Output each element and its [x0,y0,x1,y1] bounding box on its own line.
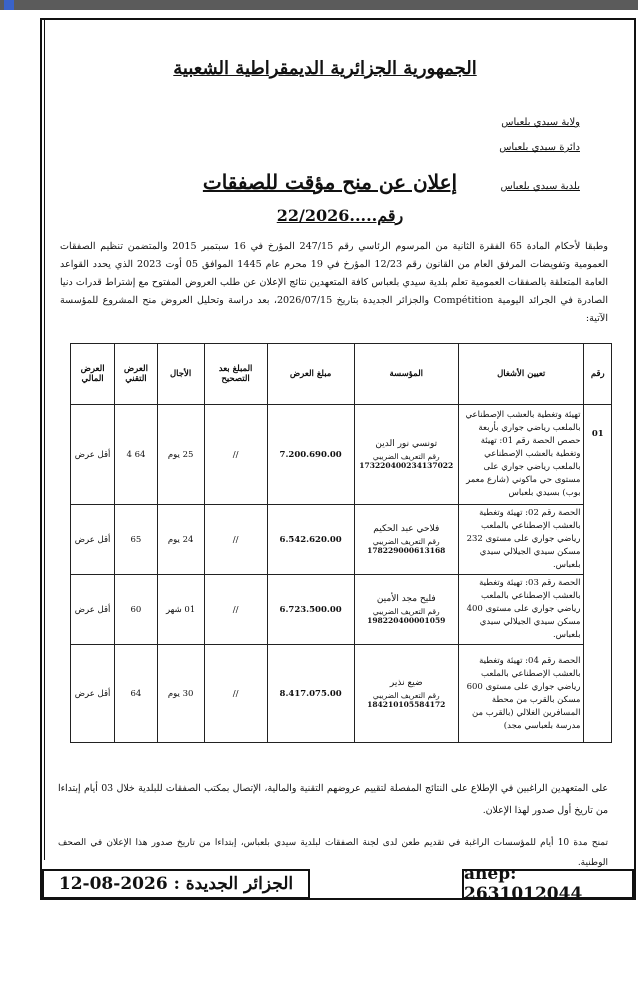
lot-duration: 30 يوم [157,645,204,743]
lot-duration: 25 يوم [157,405,204,505]
header-duration: الأجال [157,344,204,405]
lot-financial: أقل عرض [71,575,115,645]
lot-corrected: // [204,405,267,505]
table-row [71,575,612,645]
lot-technical: 60 [115,575,157,645]
newspaper-date: الجزائر الجديدة : 2026-08-12 [42,869,310,899]
company-name: فلاحي عبد الحكيم [373,524,440,534]
lot-duration: 24 يوم [157,505,204,575]
lot-work: الحصة رقم 04: تهيئة وتغطية بالعشب الإصطناعي بالملعب رياضي جواري على مستوى 600 مسكن بالقرب من محطة المسافرين الغلالي (بالقرب من مدرسة بلعباسي مجد) [458,645,584,743]
company-name: تونسي نور الدين [375,439,438,449]
lot-work: الحصة رقم 02: تهيئة وتغطية بالعشب الإصطناعي بالملعب رياضي جواري على مستوى 232 مسكن سيدي الجيلالي سيدي بلعباس. [458,505,584,575]
nif-label: رقم التعريف الضريبي [372,691,440,700]
scan-top-strip [0,0,638,10]
commune-label: بلدية سيدي بلعباس [500,181,580,192]
lot-amount: 6.542.620.00 [267,505,354,575]
nif-label: رقم التعريف الضريبي [372,607,440,616]
lot-financial: أقل عرض [71,505,115,575]
lot-work: تهيئة وتغطية بالعشب الإصطناعي بالملعب رياضي جواري بأربعة حصص الحصة رقم 01: تهيئة وتغطية بالعشب الإصطناعي بالملعب رياضي جواري على مستوى حي ماكوني (شارع معمر بوب) بسيدي بلعباس [458,405,584,505]
header-technical: العرض التقني [115,344,157,405]
appeal-paragraph: تمنح مدة 10 أيام للمؤسسات الراغبة في تقديم طعن لدى لجنة الصفقات لبلدية سيدي بلعباس، إبتداءا من تاريخ صدور هذا الإعلان في الصحف الوطنية. [58,838,609,868]
daira-label: دائرة سيدي بلعباس [499,142,580,153]
lot-corrected: // [204,505,267,575]
nif-number: 198220400001059 [367,616,446,625]
nif-number: 184210105584172 [367,700,446,709]
lot-technical: 64 4 [115,405,157,505]
lot-financial: أقل عرض [71,405,115,505]
lot-company [354,405,458,505]
nif-label: رقم التعريف الضريبي [372,537,440,546]
lot-amount: 8.417.075.00 [267,645,354,743]
closing-paragraph: على المتعهدين الراغبين في الإطلاع على النتائج المفصلة لتقييم عروضهم التقنية والمالية، الإتصال بمكتب الصفقات للبلدية خلال 03 أيام إبتداءا من تاريخ أول صدور لهذا الإعلان. [58,783,609,816]
lot-work: الحصة رقم 03: تهيئة وتغطية بالعشب الإصطناعي بالملعب رياضي جواري على مستوى 400 مسكن سيدي الجيلالي سيدي بلعباس. [458,575,584,645]
awards-table [70,343,612,743]
legal-preamble: وطبقا لأحكام المادة 65 الفقرة الثانية من المرسوم الرئاسي رقم 247/15 المؤرخ في 16 سبتمبر 2015 والمتضمن تنظيم الصفقات العمومية وتفويضات المرفق العام من القانون رقم 12/23 المؤرخ في 19 محرم عام 1445 الموافق 05 أوت 2023 الذي يحدد القواعد العامة المتعلقة بالصفقات العمومية تعلم بلدية سيدي بلعباس كافة المتعهدين نتائج الإعلان عن طلب العروض المفتوح مع إشتراط قدرات دنيا الصادرة في الجرائد اليومية Compétition والجزائر الجديدة بتاريخ 2026/07/15، بعد دراسة وتحليل العروض منح المشروع للمؤسسة الآتية: [60,241,609,324]
anep-number: anep: 2631012044 [462,869,634,899]
nif-number: 173220400234137022 [359,461,454,470]
lot-corrected: // [204,575,267,645]
nif-label: رقم التعريف الضريبي [372,452,440,461]
lot-corrected: // [204,645,267,743]
header-financial: العرض المالي [71,344,115,405]
lot-technical: 65 [115,505,157,575]
republic-title: الجمهورية الجزائرية الديمقراطية الشعبية [173,58,477,79]
wilaya-label: ولاية سيدي بلعباس [501,117,580,128]
table-row [71,505,612,575]
lot-company [354,505,458,575]
header-no: رقم [584,344,612,405]
table-row [71,405,612,505]
lot-duration: 01 شهر [157,575,204,645]
header-amount: مبلغ العرض [267,344,354,405]
lot-technical: 64 [115,645,157,743]
header-work: تعيين الأشغال [458,344,584,405]
lot-financial: أقل عرض [71,645,115,743]
announcement-number: رقم.....22/2026 [276,206,404,225]
header-company: المؤسسة [354,344,458,405]
footer-bar [40,862,636,904]
header-corrected: المبلغ بعد التصحيح [204,344,267,405]
lot-company [354,575,458,645]
table-header-row [71,344,612,405]
lot-amount: 6.723.500.00 [267,575,354,645]
scan-corner-mark [4,0,14,10]
lot-company [354,645,458,743]
company-name: ضيع نذير [389,678,423,688]
row-number: 01 [584,405,612,743]
company-name: فليح مجد الأمين [376,594,436,604]
table-row [71,645,612,743]
announcement-title: إعلان عن منح مؤقت للصفقات [202,170,458,194]
lot-amount: 7.200.690.00 [267,405,354,505]
nif-number: 178229000613168 [367,546,446,555]
